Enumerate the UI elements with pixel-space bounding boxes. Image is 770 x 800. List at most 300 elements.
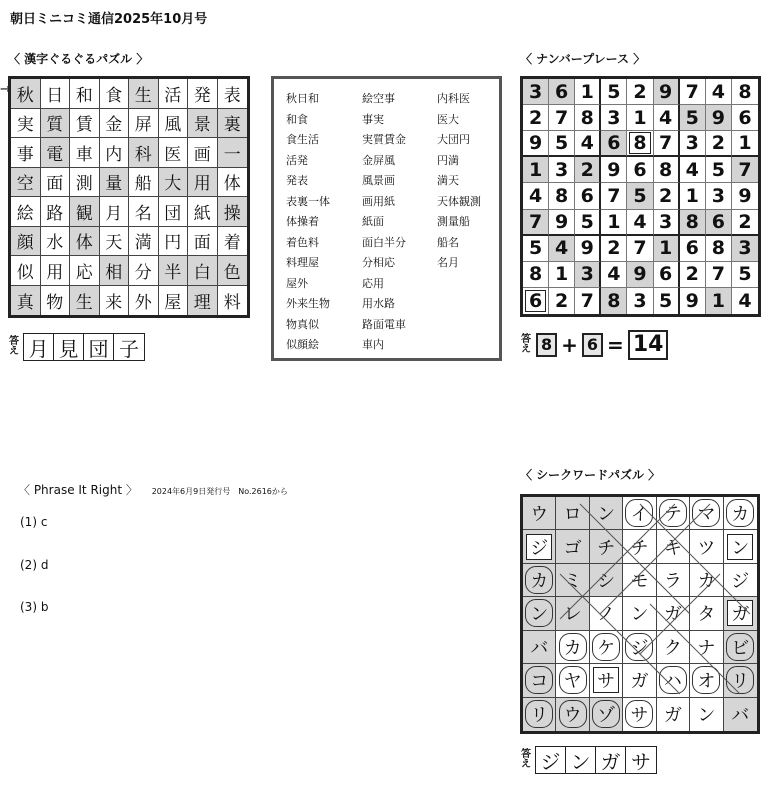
seek-char: ゴ: [563, 537, 582, 559]
seek-char: ウ: [559, 700, 587, 728]
kanji-cell: 一: [218, 138, 248, 168]
sudoku-cell: 9: [627, 262, 653, 288]
sudoku-cell: 3: [706, 183, 732, 209]
kanji-cell: 絵: [11, 197, 41, 227]
kanji-cell: 秋: [11, 79, 41, 109]
seek-char: ツ: [697, 537, 716, 559]
seek-cell: [623, 564, 656, 597]
kanji-cell: 用: [188, 168, 218, 198]
seek-cell: [556, 530, 589, 563]
kanji-cell: 体: [218, 168, 248, 198]
kanji-cell: 風: [159, 109, 189, 139]
kanji-cell: 名: [129, 197, 159, 227]
seek-cell: [523, 564, 556, 597]
seek-cell: [623, 698, 656, 731]
sudoku-cell: 2: [627, 79, 653, 105]
sudoku-cell: 4: [627, 210, 653, 236]
sudoku-cell: [523, 288, 549, 314]
sudoku-cell: 1: [627, 105, 653, 131]
word-list-item: 活発: [286, 153, 308, 167]
word-list-item: 料理屋: [286, 256, 319, 269]
sudoku-cell: 5: [680, 105, 706, 131]
kanji-cell: 食: [100, 79, 130, 109]
sudoku-answer-label: 答え: [521, 334, 531, 355]
kanji-cell: 面: [41, 168, 71, 198]
sudoku-cell: 6: [575, 183, 601, 209]
kanji-puzzle-title: 〈 漢字ぐるぐるパズル 〉: [8, 52, 149, 66]
sudoku-cell: 9: [549, 210, 575, 236]
sudoku-cell: 8: [549, 183, 575, 209]
sudoku-cell: 8: [706, 236, 732, 262]
word-list-col-2: [362, 89, 406, 356]
word-list-item: 応用: [362, 276, 384, 290]
kanji-cell: 半: [159, 256, 189, 286]
seek-answer: [520, 746, 657, 774]
sudoku-cell: 4: [738, 289, 752, 312]
seek-answer-boxes: [535, 746, 657, 774]
sudoku-cell: 5: [549, 131, 575, 157]
seek-cell: [724, 631, 757, 664]
seek-char: ン: [697, 705, 716, 727]
seek-char: ガ: [630, 671, 649, 693]
kanji-cell: 分: [129, 256, 159, 286]
seek-answer-char: ン: [566, 747, 596, 773]
word-list-item: 医大: [437, 112, 459, 126]
seek-word-grid: [520, 494, 760, 734]
sudoku-cell: 4: [575, 131, 601, 157]
kanji-answer-char: 団: [84, 334, 114, 360]
sudoku-cell: 4: [549, 236, 575, 262]
word-list-item: 実質賃金: [362, 133, 406, 146]
kanji-cell: 団: [159, 197, 189, 227]
word-list-col-3: [437, 89, 481, 274]
word-list-item: 事実: [362, 112, 384, 126]
sudoku-answer-sum: 14: [628, 330, 669, 360]
kanji-cell: 賃: [70, 109, 100, 139]
seek-char: ン: [525, 599, 553, 627]
word-list-item: 物真似: [286, 317, 319, 331]
seek-char: タ: [697, 604, 716, 626]
seek-answer-char: サ: [631, 749, 651, 774]
kanji-cell: 事: [11, 138, 41, 168]
seek-cell: [590, 530, 623, 563]
kanji-cell: 日: [41, 79, 71, 109]
seek-cell: [590, 698, 623, 731]
seek-cell: [657, 597, 690, 630]
seek-cell: [523, 497, 556, 530]
seek-cell: [623, 597, 656, 630]
sudoku-cell: 8: [732, 79, 758, 105]
seek-char: ヤ: [559, 666, 587, 694]
sudoku-cell: 6: [680, 236, 706, 262]
seek-cell: [724, 530, 757, 563]
seek-cell: [590, 631, 623, 664]
seek-cell: [556, 597, 589, 630]
sudoku-cell: 9: [706, 105, 732, 131]
seek-cell: [657, 497, 690, 530]
phrase-subtitle: 2024年6月9日発行号 No.2616から: [151, 487, 288, 496]
sudoku-cell: 7: [523, 210, 549, 236]
word-list-item: 路面電車: [362, 317, 406, 331]
sudoku-cell: 4: [523, 183, 549, 209]
word-list-item: 名月: [437, 256, 459, 269]
seek-cell: [690, 530, 723, 563]
kanji-cell: 生: [70, 286, 100, 316]
seek-cell: [590, 664, 623, 697]
kanji-cell: 真: [11, 286, 41, 316]
sudoku-cell: 3: [601, 105, 627, 131]
kanji-cell: 電: [41, 138, 71, 168]
word-list-item: 食生活: [286, 133, 319, 146]
sudoku-cell: 4: [601, 262, 627, 288]
seek-answer-label: 答え: [521, 749, 531, 770]
kanji-cell: 天: [100, 227, 130, 257]
equals-sign: =: [607, 333, 624, 357]
kanji-cell: 量: [100, 168, 130, 198]
seek-cell: [690, 497, 723, 530]
sudoku-cell: 1: [601, 210, 627, 236]
seek-cell: [523, 530, 556, 563]
seek-cell: [523, 631, 556, 664]
kanji-cell: 外: [129, 286, 159, 316]
sudoku-cell: 6: [732, 105, 758, 131]
seek-char: レ: [563, 604, 582, 626]
phrase-answer-2: (2) d: [20, 558, 49, 572]
seek-char: ラ: [663, 571, 682, 593]
seek-char: ジ: [625, 633, 653, 661]
seek-answer-char: ガ: [596, 747, 626, 773]
kanji-cell: 似: [11, 256, 41, 286]
word-list-item: 測量船: [437, 215, 470, 228]
seek-cell: [657, 664, 690, 697]
word-list-item: 紙面: [362, 215, 384, 228]
seek-char: ガ: [663, 604, 682, 626]
kanji-cell: 用: [41, 256, 71, 286]
seek-char: ビ: [726, 633, 754, 661]
sudoku-cell: 2: [706, 131, 732, 157]
seek-cell: [523, 664, 556, 697]
sudoku-cell: 8: [523, 262, 549, 288]
seek-char: ミ: [563, 571, 582, 593]
sudoku-cell: 3: [680, 131, 706, 157]
kanji-cell: 表: [218, 79, 248, 109]
word-list-item: 内科医: [437, 92, 470, 105]
word-list-item: 用水路: [362, 297, 395, 310]
sudoku-cell: 4: [680, 157, 706, 183]
kanji-cell: 発: [188, 79, 218, 109]
seek-cell: [690, 564, 723, 597]
word-list-item: 大団円: [437, 133, 470, 146]
seek-char: カ: [726, 499, 754, 527]
sudoku-cell: 2: [680, 262, 706, 288]
sudoku-cell: 3: [575, 262, 601, 288]
seek-char: ハ: [659, 666, 687, 694]
kanji-cell: 大: [159, 168, 189, 198]
sudoku-cell: 7: [706, 262, 732, 288]
sudoku-cell: 7: [575, 288, 601, 314]
kanji-cell: 料: [223, 292, 241, 313]
sudoku-cell: 8: [654, 157, 680, 183]
sudoku-marked-digit: 8: [629, 132, 650, 154]
kanji-cell: 体: [70, 227, 100, 257]
seek-char: ン: [727, 534, 753, 560]
kanji-cell: 満: [129, 227, 159, 257]
kanji-grid: [8, 76, 250, 318]
sudoku-cell: 2: [523, 105, 549, 131]
word-list-item: 車内: [362, 338, 384, 351]
word-list-item: 発表: [286, 174, 308, 187]
sudoku-cell: 5: [706, 157, 732, 183]
sudoku-cell: 3: [732, 236, 758, 262]
sudoku-cell: 7: [680, 79, 706, 105]
sudoku-cell: 3: [549, 157, 575, 183]
plus-sign: +: [561, 333, 578, 357]
seek-char: サ: [625, 700, 653, 728]
sudoku-cell: 5: [523, 236, 549, 262]
sudoku-cell: 6: [627, 157, 653, 183]
sudoku-cell: 2: [654, 183, 680, 209]
word-list-item: 天体観測: [437, 194, 481, 208]
word-list-item: 満天: [437, 174, 459, 187]
seek-char: モ: [630, 571, 649, 593]
seek-cell: [556, 564, 589, 597]
kanji-cell: 月: [100, 197, 130, 227]
seek-char: バ: [731, 705, 750, 727]
sudoku-cell: 5: [575, 210, 601, 236]
seek-char: ゾ: [592, 700, 620, 728]
seek-cell: [724, 564, 757, 597]
kanji-answer-char: 子: [119, 336, 139, 361]
seek-cell: [724, 497, 757, 530]
seek-char: ガ: [727, 600, 753, 626]
sudoku-cell: 3: [523, 79, 549, 105]
kanji-answer-char: 月: [24, 334, 54, 360]
sudoku-cell: 9: [601, 157, 627, 183]
seek-char: サ: [593, 667, 619, 693]
kanji-cell: 屋: [159, 286, 189, 316]
sudoku-cell: 1: [549, 262, 575, 288]
kanji-cell: 空: [11, 168, 41, 198]
sudoku-cell: 2: [732, 210, 758, 236]
word-list-item: 屋外: [286, 276, 308, 290]
seek-char: オ: [692, 666, 720, 694]
seek-char: ノ: [597, 604, 616, 626]
seek-word-title: 〈 シークワードパズル 〉: [520, 468, 661, 482]
word-list-item: 表裏一体: [286, 194, 330, 208]
seek-char: ケ: [592, 633, 620, 661]
word-list-item: 船名: [437, 235, 459, 249]
seek-cell: [724, 698, 757, 731]
sudoku-cell: 7: [601, 183, 627, 209]
kanji-cell: 水: [41, 227, 71, 257]
kanji-cell: 観: [70, 197, 100, 227]
seek-cell: [523, 698, 556, 731]
kanji-cell: 顔: [11, 227, 41, 257]
sudoku-cell: 1: [706, 288, 732, 314]
seek-char: ン: [630, 604, 649, 626]
word-list-item: 円満: [437, 153, 459, 167]
sudoku-cell: 6: [654, 262, 680, 288]
kanji-cell: 路: [41, 197, 71, 227]
seek-cell: [657, 530, 690, 563]
seek-char: ン: [597, 504, 616, 526]
kanji-cell: 科: [129, 138, 159, 168]
sudoku-cell: 4: [706, 79, 732, 105]
kanji-cell: 質: [41, 109, 71, 139]
seek-char: シ: [597, 571, 616, 593]
word-list-col-1: [286, 89, 330, 356]
seek-cell: [623, 631, 656, 664]
page-title: 朝日ミニコミ通信2025年10月号: [10, 12, 208, 27]
seek-cell: [690, 597, 723, 630]
seek-cell: [556, 698, 589, 731]
seek-cell: [590, 497, 623, 530]
phrase-answer-3: (3) b: [20, 600, 49, 614]
seek-char: イ: [625, 499, 653, 527]
sudoku-cell: 5: [627, 183, 653, 209]
kanji-cell: 屏: [129, 109, 159, 139]
sudoku-cell: 5: [601, 79, 627, 105]
kanji-cell: 和: [70, 79, 100, 109]
seek-cell: [556, 497, 589, 530]
sudoku-cell: 5: [654, 288, 680, 314]
kanji-cell: 着: [218, 227, 248, 257]
seek-char: ジ: [526, 534, 552, 560]
word-list-item: 金屏風: [362, 153, 395, 167]
seek-char: カ: [559, 633, 587, 661]
sudoku-cell: 9: [654, 79, 680, 105]
kanji-cell: 画: [188, 138, 218, 168]
kanji-cell: 面: [188, 227, 218, 257]
seek-char: ジ: [731, 571, 750, 593]
sudoku-cell: 1: [654, 236, 680, 262]
kanji-cell: 紙: [188, 197, 218, 227]
phrase-title-text: 〈 Phrase It Right 〉: [18, 483, 138, 497]
seek-char: ナ: [697, 637, 716, 659]
sudoku-cell: 4: [654, 105, 680, 131]
sudoku-cell: 8: [601, 288, 627, 314]
seek-char: ガ: [663, 705, 682, 727]
kanji-cell: 金: [100, 109, 130, 139]
sudoku-cell: 7: [627, 236, 653, 262]
kanji-cell: 理: [188, 286, 218, 316]
word-list-item: 和食: [286, 112, 308, 126]
kanji-cell: 内: [100, 138, 130, 168]
sudoku-cell: 6: [706, 210, 732, 236]
seek-char: マ: [692, 499, 720, 527]
kanji-cell: 裏: [218, 109, 248, 139]
word-list-item: 画用紙: [362, 194, 395, 208]
word-list-item: 似顔絵: [286, 338, 319, 351]
seek-cell: [657, 631, 690, 664]
word-list-item: 外来生物: [286, 297, 330, 310]
sudoku-cell: 3: [654, 210, 680, 236]
seek-char: チ: [597, 537, 616, 559]
sudoku-cell: 3: [627, 288, 653, 314]
kanji-cell: 景: [188, 109, 218, 139]
seek-cell: [724, 664, 757, 697]
kanji-cell: 相: [100, 256, 130, 286]
kanji-cell: 生: [129, 79, 159, 109]
seek-char: コ: [525, 666, 553, 694]
kanji-cell: 測: [70, 168, 100, 198]
seek-cell: [690, 664, 723, 697]
kanji-cell: 白: [188, 256, 218, 286]
seek-char: ロ: [563, 504, 582, 526]
sudoku-answer: [520, 330, 668, 360]
seek-cell: [690, 698, 723, 731]
word-list-box: [271, 76, 502, 361]
sudoku-cell: 7: [549, 105, 575, 131]
kanji-cell: 円: [159, 227, 189, 257]
seek-cell: [724, 597, 757, 630]
sudoku-cell: 8: [680, 210, 706, 236]
sudoku-cell: 6: [601, 131, 627, 157]
sudoku-cell: 7: [654, 131, 680, 157]
seek-char: ウ: [530, 504, 549, 526]
sudoku-cell: 6: [549, 79, 575, 105]
kanji-answer: [8, 333, 145, 361]
sudoku-answer-a: 8: [536, 333, 557, 357]
seek-cell: [657, 698, 690, 731]
kanji-answer-char: 見: [54, 334, 84, 360]
phrase-answer-1: (1) c: [20, 515, 48, 529]
sudoku-cell: 7: [732, 157, 758, 183]
seek-cell: [623, 530, 656, 563]
seek-cell: [590, 597, 623, 630]
sudoku-cell: 9: [680, 288, 706, 314]
word-list-item: 面白半分: [362, 235, 406, 249]
word-list-item: 秋日和: [286, 92, 319, 105]
sudoku-grid: [520, 76, 761, 317]
kanji-cell: 活: [159, 79, 189, 109]
sudoku-answer-b: 6: [582, 333, 603, 357]
kanji-cell: 船: [129, 168, 159, 198]
word-list-item: 体操着: [286, 215, 319, 228]
sudoku-cell: 9: [732, 183, 758, 209]
seek-cell: [657, 564, 690, 597]
sudoku-cell: 2: [601, 236, 627, 262]
seek-cell: [523, 597, 556, 630]
kanji-cell: 色: [218, 256, 248, 286]
seek-cell: [690, 631, 723, 664]
seek-cell: [590, 564, 623, 597]
kanji-answer-boxes: [23, 333, 145, 361]
kanji-answer-label: 答え: [9, 336, 19, 357]
sudoku-cell: 2: [575, 157, 601, 183]
seek-char: バ: [530, 637, 549, 659]
word-list-item: 絵空事: [362, 92, 395, 105]
seek-char: チ: [630, 537, 649, 559]
kanji-cell: 車: [70, 138, 100, 168]
sudoku-title: 〈 ナンバープレース 〉: [520, 52, 646, 66]
seek-cell: [556, 664, 589, 697]
word-list-item: 分相応: [362, 256, 395, 269]
sudoku-cell: 1: [680, 183, 706, 209]
seek-char: カ: [525, 566, 553, 594]
sudoku-cell: 1: [523, 157, 549, 183]
kanji-cell: 来: [100, 286, 130, 316]
sudoku-marked-digit: 6: [525, 290, 546, 312]
kanji-cell: 応: [70, 256, 100, 286]
seek-char: カ: [697, 571, 716, 593]
seek-char: テ: [659, 499, 687, 527]
sudoku-cell: 5: [732, 262, 758, 288]
seek-char: キ: [663, 537, 682, 559]
sudoku-cell: 1: [575, 79, 601, 105]
seek-cell: [556, 631, 589, 664]
kanji-cell: 操: [218, 197, 248, 227]
